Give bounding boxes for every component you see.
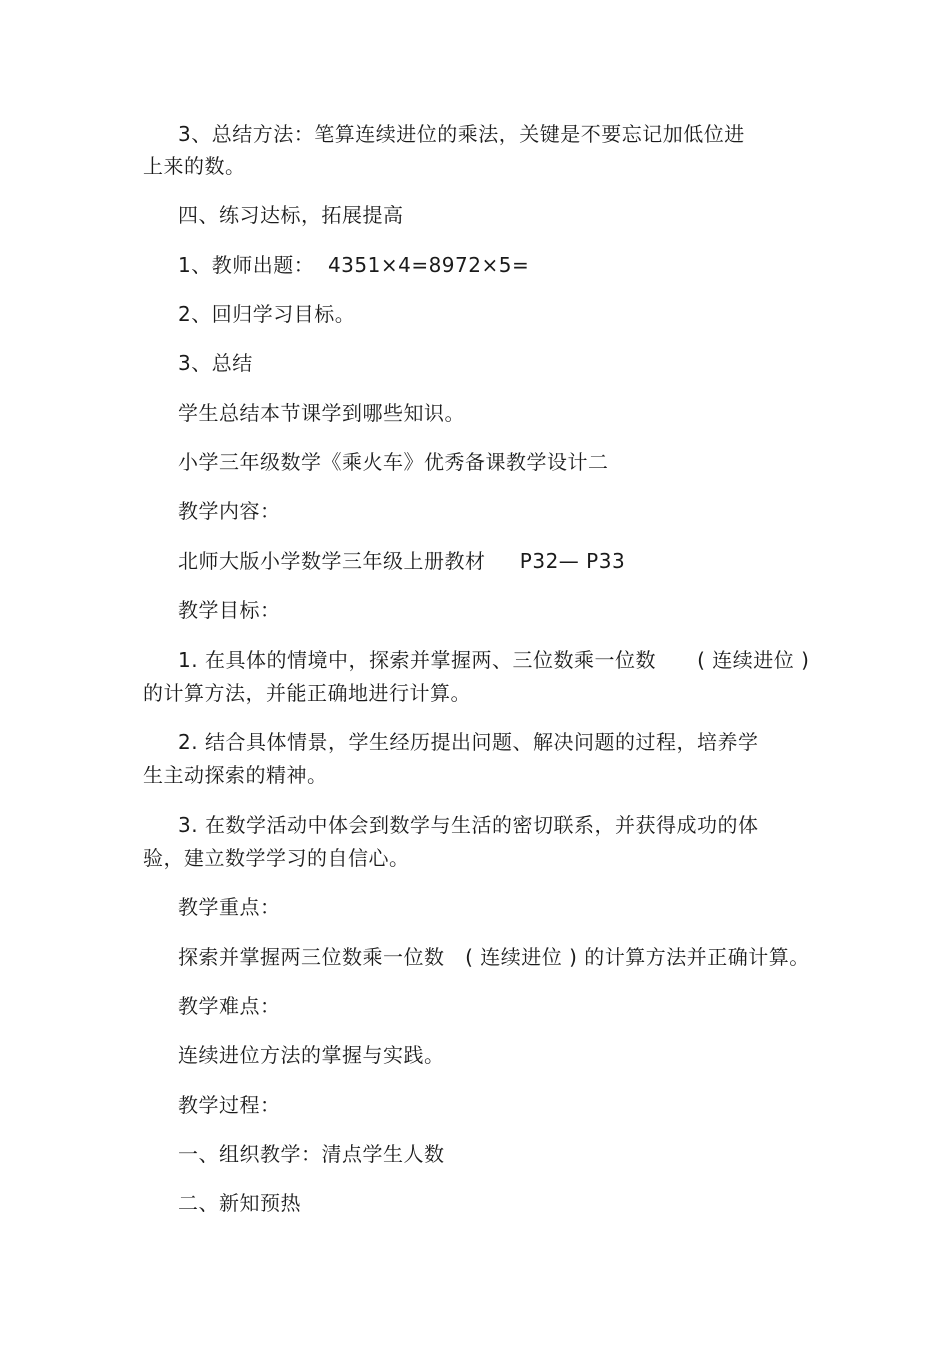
teacher-exercise-line: 1、教师出题： 4351×4=8972×5= <box>178 253 530 277</box>
goal-1-line-1: 1. 在具体的情境中，探索并掌握两、三位数乘一位数 ( 连续进位 ) <box>178 648 810 672</box>
goal-3-line-2: 验，建立数学学习的自信心。 <box>143 846 410 870</box>
difficulties-label: 教学难点： <box>178 994 281 1018</box>
goal-2-line-1: 2. 结合具体情景，学生经历提出问题、解决问题的过程，培养学 <box>178 730 759 754</box>
textbook-reference: 北师大版小学数学三年级上册教材 P32— P33 <box>178 549 626 573</box>
goal-3-line-1: 3. 在数学活动中体会到数学与生活的密切联系，并获得成功的体 <box>178 813 759 837</box>
summary-method-line-2: 上来的数。 <box>143 154 246 178</box>
goal-2-line-2: 生主动探索的精神。 <box>143 763 328 787</box>
lesson-design-title: 小学三年级数学《乘火车》优秀备课教学设计二 <box>178 450 609 474</box>
step-two-line: 二、新知预热 <box>178 1191 301 1215</box>
teaching-content-label: 教学内容： <box>178 499 281 523</box>
section-four-heading: 四、练习达标，拓展提高 <box>178 203 404 227</box>
teaching-process-label: 教学过程： <box>178 1093 281 1117</box>
step-one-line: 一、组织教学：清点学生人数 <box>178 1142 445 1166</box>
summary-heading: 3、总结 <box>178 351 253 375</box>
key-points-text: 探索并掌握两三位数乘一位数 ( 连续进位 ) 的计算方法并正确计算。 <box>178 945 810 969</box>
key-points-label: 教学重点： <box>178 895 281 919</box>
difficulties-text: 连续进位方法的掌握与实践。 <box>178 1043 445 1067</box>
summary-method-line-1: 3、总结方法：笔算连续进位的乘法，关键是不要忘记加低位进 <box>178 122 745 146</box>
teaching-goals-label: 教学目标： <box>178 598 281 622</box>
review-goals-line: 2、回归学习目标。 <box>178 302 356 326</box>
goal-1-line-2: 的计算方法，并能正确地进行计算。 <box>143 681 471 705</box>
student-summary-line: 学生总结本节课学到哪些知识。 <box>178 401 465 425</box>
